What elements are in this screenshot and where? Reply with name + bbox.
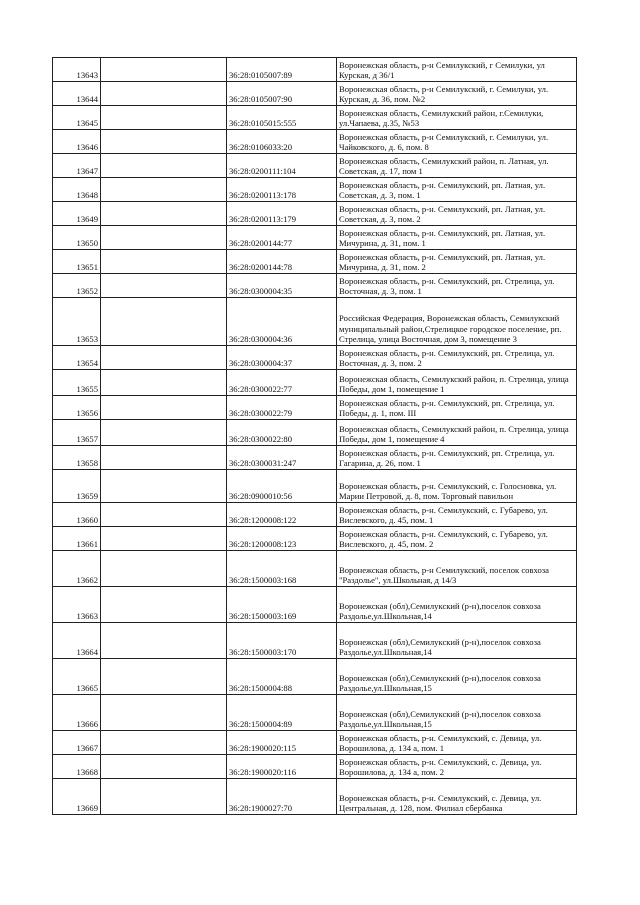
cadastral-number-cell: 36:28:0200144:77 [227,226,337,250]
row-number-cell: 13655 [53,370,101,396]
row-code-cell [101,446,227,470]
address-cell: Воронежская (обл),Семилукский (р-н),поселок совхоза Раздолье,ул.Школьная,14 [337,587,577,623]
row-number-cell: 13654 [53,346,101,370]
cadastral-number-cell: 36:28:1200008:123 [227,527,337,551]
cadastral-number-cell: 36:28:0300004:35 [227,274,337,298]
address-cell: Воронежская (обл),Семилукский (р-н),поселок совхоза Раздолье,ул.Школьная,15 [337,659,577,695]
address-cell: Воронежская область, р-н. Семилукский, с. Губарево, ул. Вислевского, д. 45, пом. 1 [337,503,577,527]
row-code-cell [101,755,227,779]
address-cell: Воронежская область, Семилукский район, п. Стрелица, улица Победы, дом 1, помещение 4 [337,420,577,446]
table-row [53,420,577,446]
row-code-cell [101,58,227,82]
row-code-cell [101,396,227,420]
row-number-cell: 13653 [53,298,101,346]
row-number-cell: 13648 [53,178,101,202]
registry-table [52,57,577,815]
table-row [53,154,577,178]
row-code-cell [101,731,227,755]
table-row [53,298,577,346]
row-number-cell: 13668 [53,755,101,779]
table-row [53,659,577,695]
row-number-cell: 13661 [53,527,101,551]
table-row [53,250,577,274]
cadastral-number-cell: 36:28:1500003:169 [227,587,337,623]
table-row [53,396,577,420]
row-number-cell: 13645 [53,106,101,130]
cadastral-number-cell: 36:28:1500004:89 [227,695,337,731]
row-code-cell [101,250,227,274]
row-number-cell: 13647 [53,154,101,178]
table-row [53,755,577,779]
table-row [53,178,577,202]
cadastral-number-cell: 36:28:1900027:70 [227,779,337,815]
cadastral-number-cell: 36:28:1500004:88 [227,659,337,695]
row-number-cell: 13650 [53,226,101,250]
address-cell: Воронежская область, р-н. Семилукский, с. Девица, ул. Центральная, д. 128, пом. Филиал сбербанка [337,779,577,815]
row-number-cell: 13664 [53,623,101,659]
cadastral-number-cell: 36:28:0106033:20 [227,130,337,154]
address-cell: Воронежская область, р-н. Семилукский, рп. Стрелица, ул. Восточная, д. 3, пом. 2 [337,346,577,370]
row-number-cell: 13656 [53,396,101,420]
address-cell: Воронежская область, р-н. Семилукский, рп. Латная, ул. Мичурина, д. 31, пом. 1 [337,226,577,250]
table-row [53,446,577,470]
row-code-cell [101,106,227,130]
address-cell: Воронежская область, Семилукский район, п. Латная, ул. Советская, д. 17, пом 1 [337,154,577,178]
row-code-cell [101,130,227,154]
cadastral-number-cell: 36:28:0300022:77 [227,370,337,396]
cadastral-number-cell: 36:28:0200113:178 [227,178,337,202]
cadastral-number-cell: 36:28:0300031:247 [227,446,337,470]
cadastral-number-cell: 36:28:0105007:90 [227,82,337,106]
cadastral-number-cell: 36:28:1200008:122 [227,503,337,527]
table-row [53,731,577,755]
cadastral-number-cell: 36:28:0300022:80 [227,420,337,446]
address-cell: Воронежская область, р-н. Семилукский, рп. Стрелица, ул. Гагарина, д. 26, пом. 1 [337,446,577,470]
row-code-cell [101,470,227,503]
table-row [53,623,577,659]
row-code-cell [101,178,227,202]
cadastral-number-cell: 36:28:0300004:36 [227,298,337,346]
row-number-cell: 13667 [53,731,101,755]
row-code-cell [101,695,227,731]
table-row [53,503,577,527]
address-cell: Воронежская область, р-н. Семилукский, рп. Латная, ул. Мичурина, д. 31, пом. 2 [337,250,577,274]
address-cell: Воронежская область, р-н Семилукский, г. Семилуки, ул. Чайковского, д. 6, пом. 8 [337,130,577,154]
row-number-cell: 13646 [53,130,101,154]
address-cell: Воронежская область, р-н. Семилукский, с. Голосновка, ул. Марии Петровой, д. 8, пом. Торговый павильон [337,470,577,503]
address-cell: Воронежская (обл),Семилукский (р-н),поселок совхоза Раздолье,ул.Школьная,14 [337,623,577,659]
row-number-cell: 13659 [53,470,101,503]
row-number-cell: 13660 [53,503,101,527]
row-number-cell: 13643 [53,58,101,82]
row-code-cell [101,202,227,226]
address-cell: Воронежская область, р-н Семилукский, г Семилуки, ул Курская, д 36/1 [337,58,577,82]
table-row [53,274,577,298]
table-row [53,202,577,226]
address-cell: Воронежская область, р-н Семилукский, г. Семилуки, ул. Курская, д. 36, пом. №2 [337,82,577,106]
row-code-cell [101,370,227,396]
row-code-cell [101,226,227,250]
cadastral-number-cell: 36:28:1900020:115 [227,731,337,755]
cadastral-number-cell: 36:28:0300004:37 [227,346,337,370]
table-row [53,82,577,106]
row-number-cell: 13657 [53,420,101,446]
table-row [53,470,577,503]
cadastral-number-cell: 36:28:0900010:56 [227,470,337,503]
table-row [53,779,577,815]
row-code-cell [101,274,227,298]
address-cell: Воронежская область, р-н. Семилукский, с. Губарево, ул. Вислевского, д. 45, пом. 2 [337,527,577,551]
table-row [53,370,577,396]
row-number-cell: 13663 [53,587,101,623]
table-row [53,346,577,370]
cadastral-number-cell: 36:28:0200111:104 [227,154,337,178]
row-number-cell: 13652 [53,274,101,298]
address-cell: Воронежская область, р-н Семилукский, поселок совхоза "Раздолье", ул.Школьная, д 14/3 [337,551,577,587]
row-code-cell [101,659,227,695]
row-code-cell [101,420,227,446]
address-cell: Российская Федерация, Воронежская область, Семилукский муниципальный район,Стрелицкое городское поселение, рп. Стрелица, улица Восточная, дом 3, помещение 3 [337,298,577,346]
address-cell: Воронежская область, Семилукский район, г.Семилуки, ул.Чапаева, д.35, №53 [337,106,577,130]
row-code-cell [101,503,227,527]
cadastral-number-cell: 36:28:1500003:170 [227,623,337,659]
cadastral-number-cell: 36:28:1500003:168 [227,551,337,587]
row-number-cell: 13649 [53,202,101,226]
row-code-cell [101,623,227,659]
row-code-cell [101,527,227,551]
cadastral-number-cell: 36:28:1900020:116 [227,755,337,779]
address-cell: Воронежская область, р-н. Семилукский, рп. Стрелица, ул. Восточная, д. 3, пом. 1 [337,274,577,298]
row-number-cell: 13665 [53,659,101,695]
row-number-cell: 13658 [53,446,101,470]
cadastral-number-cell: 36:28:0105015:555 [227,106,337,130]
registry-table-body [53,58,577,815]
row-code-cell [101,154,227,178]
table-row [53,527,577,551]
address-cell: Воронежская область, Семилукский район, п. Стрелица, улица Победы, дом 1, помещение 1 [337,370,577,396]
address-cell: Воронежская область, р-н. Семилукский, рп. Стрелица, ул. Победы, д. 1, пом. III [337,396,577,420]
address-cell: Воронежская область, р-н. Семилукский, с. Девица, ул. Ворошилова, д. 134 а, пом. 1 [337,731,577,755]
row-code-cell [101,551,227,587]
table-row [53,226,577,250]
row-number-cell: 13669 [53,779,101,815]
cadastral-number-cell: 36:28:0300022:79 [227,396,337,420]
address-cell: Воронежская область, р-н. Семилукский, рп. Латная, ул. Советская, д. 3, пом. 2 [337,202,577,226]
row-number-cell: 13662 [53,551,101,587]
cadastral-number-cell: 36:28:0200113:179 [227,202,337,226]
table-row [53,551,577,587]
table-row [53,587,577,623]
address-cell: Воронежская область, р-н. Семилукский, рп. Латная, ул. Советская, д. 3, пом. 1 [337,178,577,202]
row-code-cell [101,298,227,346]
row-number-cell: 13651 [53,250,101,274]
row-code-cell [101,779,227,815]
row-code-cell [101,587,227,623]
row-number-cell: 13644 [53,82,101,106]
table-row [53,695,577,731]
row-number-cell: 13666 [53,695,101,731]
table-row [53,106,577,130]
cadastral-number-cell: 36:28:0105007:89 [227,58,337,82]
address-cell: Воронежская (обл),Семилукский (р-н),поселок совхоза Раздолье,ул.Школьная,15 [337,695,577,731]
table-row [53,130,577,154]
table-row [53,58,577,82]
cadastral-number-cell: 36:28:0200144:78 [227,250,337,274]
address-cell: Воронежская область, р-н. Семилукский, с. Девица, ул. Ворошилова, д. 134 а, пом. 2 [337,755,577,779]
row-code-cell [101,82,227,106]
row-code-cell [101,346,227,370]
